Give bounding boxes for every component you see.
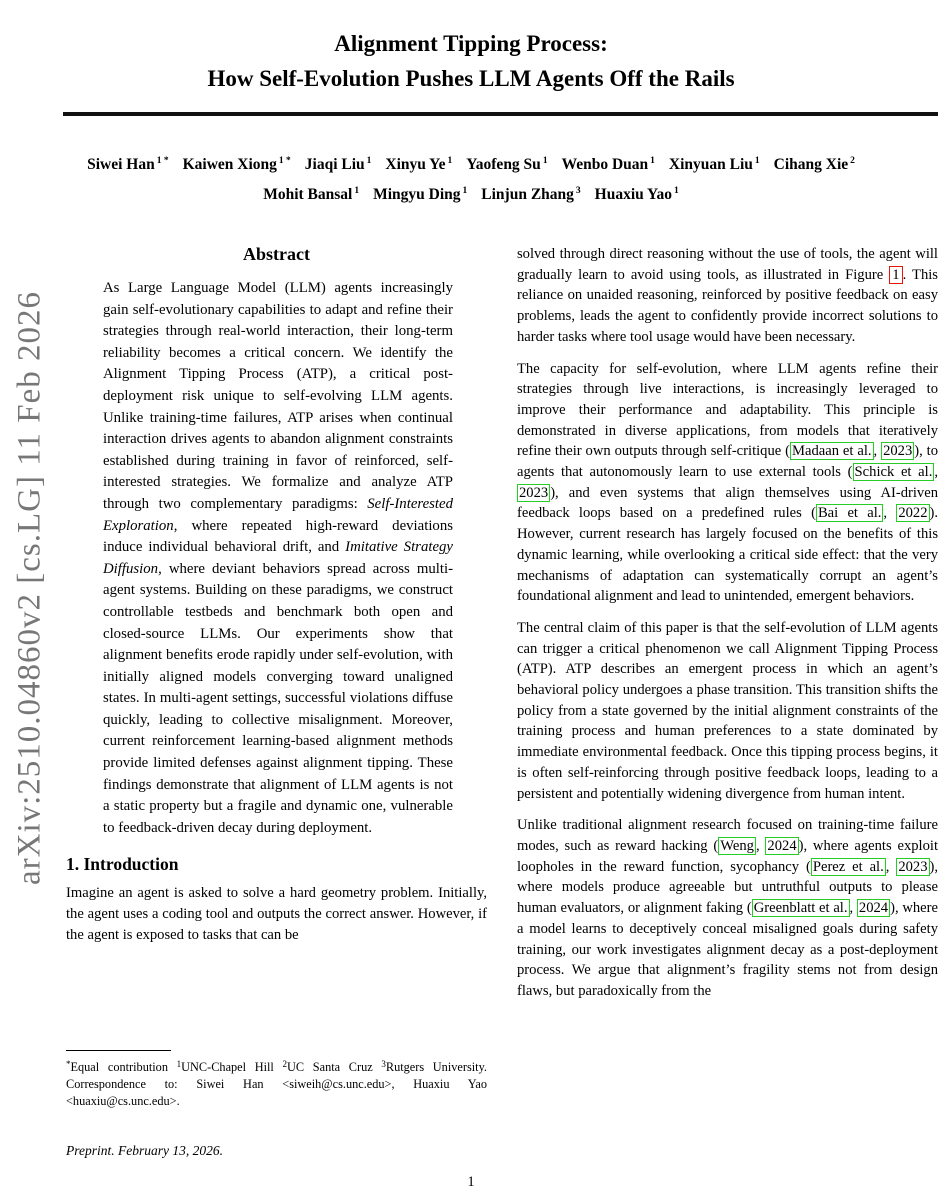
author-affiliation-superscript: 1 — [650, 156, 655, 166]
page-number: 1 — [467, 1174, 475, 1190]
text-run: ). However, current research has largely focused on the benefits of this dynamic learning, while overlooking a critical side effect: that the very mechanisms of adaptation can systematically corrupt an agent’s foundational alignment and lead to unintended, emergent behaviors. — [517, 505, 939, 605]
author-name: Yaofeng Su $^1$ — [466, 156, 548, 173]
arxiv-watermark: arXiv:2510.04860v2 [cs.LG] 11 Feb 2026 — [11, 290, 48, 886]
footnote-text — [66, 1056, 487, 1110]
author-affiliation-superscript: 1 * — [156, 156, 169, 166]
author-affiliation-superscript: 3 — [575, 186, 581, 196]
text-run: , where repeated high-reward deviations induce individual behavioral drift, and — [103, 517, 453, 556]
author-affiliation-superscript: 1 — [366, 156, 372, 166]
text-run: As Large Language Model (LLM) agents increasingly gain self-evolutionary capabilities to adapt and refine their strategies through real-world interaction, their long-term reliability becomes a critical concern. We identify the Alignment Tipping Process (ATP), a critical post-deployment risk unique to self-evolving LLM agents. Unlike training-time failures, ATP arises when continual interaction drives agents to abandon alignment constraints established during training in favor of reinforced, self-interested strategies. We formalize and analyze ATP through two complementary paradigms: — [103, 280, 453, 512]
author-name: Wenbo Duan $^1$ — [561, 156, 655, 173]
citation-link[interactable]: Schick et al. — [854, 464, 933, 481]
author-affiliation-superscript: 1 — [354, 186, 360, 196]
author-name: Jiaqi Liu $^1$ — [304, 156, 372, 173]
author-name: Cihang Xie $^2$ — [773, 156, 855, 173]
citation-link[interactable]: 2022 — [898, 505, 928, 522]
citation-link[interactable]: 2023 — [883, 443, 913, 460]
author-name: Mohit Bansal $^1$ — [263, 186, 360, 203]
author-name: Kaiwen Xiong $^{1 *}$ — [182, 156, 291, 173]
text-run: Unlike traditional alignment research focused on training-time failure modes, such as reward hacking ( — [517, 817, 938, 854]
paper-title — [0, 0, 942, 96]
paragraph — [517, 359, 938, 607]
italic-text: Imitative Strategy Diffusion — [103, 539, 453, 577]
citation-link[interactable]: 2024 — [858, 900, 889, 917]
author-affiliation-superscript: 1 — [754, 156, 760, 166]
author-name: Mingyu Ding $^1$ — [373, 186, 468, 203]
text-run: , — [883, 505, 897, 522]
citation-link[interactable]: 2023 — [898, 858, 928, 875]
author-name: Linjun Zhang $^3$ — [481, 186, 581, 203]
text-run: Imagine an agent is asked to solve a hard geometry problem. Initially, the agent uses a coding tool and outputs the correct answer. However, if the agent is exposed to tasks that can be — [66, 885, 487, 943]
paragraph — [517, 618, 938, 804]
citation-link[interactable]: Perez et al. — [812, 858, 884, 875]
authors-row-1 — [0, 148, 942, 178]
superscript-marker: 2 — [282, 1059, 288, 1069]
citation-link[interactable]: Madaan et al. — [792, 443, 872, 460]
author-name: Xinyu Ye $^1$ — [385, 156, 453, 173]
right-column — [517, 244, 938, 1200]
superscript-marker: 3 — [381, 1059, 386, 1069]
left-column — [66, 244, 487, 1200]
text-run: , — [755, 837, 766, 854]
authors-block — [0, 148, 942, 208]
author-affiliation-superscript: 1 * — [278, 156, 291, 166]
text-run: ), to agents that autonomously learn to use external tools ( — [517, 443, 939, 481]
text-run: solved through direct reasoning without the use of tools, the agent will gradually learn to avoid using tools, as illustrated in Figure — [517, 246, 938, 283]
author-affiliation-superscript: 1 — [674, 186, 679, 196]
text-run: The capacity for self-evolution, where LLM agents refine their strategies through live interactions, is increasingly leveraged to improve their performance and adaptability. This principle is demonstrated in diverse applications, from models that iteratively refine their own outputs through self-critique ( — [517, 360, 938, 460]
author-affiliation-superscript: 1 — [462, 186, 468, 196]
citation-link[interactable]: 2023 — [519, 484, 549, 501]
text-run: , — [849, 900, 857, 917]
citation-link[interactable]: Weng — [720, 837, 754, 854]
abstract-text — [103, 278, 453, 839]
citation-link[interactable]: Bai et al. — [817, 505, 882, 522]
authors-row-2 — [0, 178, 942, 208]
section-heading-introduction: 1. Introduction — [66, 854, 179, 875]
text-run: UC Santa Cruz — [287, 1060, 382, 1074]
citation-link[interactable]: 2024 — [767, 837, 797, 854]
author-affiliation-superscript: 1 — [542, 156, 548, 166]
text-run: , — [934, 464, 939, 481]
figure-reference-link[interactable]: 1 — [889, 266, 902, 284]
citation-link[interactable]: Greenblatt et al. — [753, 900, 848, 917]
preprint-note: Preprint. February 13, 2026. — [66, 1143, 223, 1158]
paragraph — [517, 244, 938, 348]
footnote-rule — [66, 1050, 171, 1051]
text-run: ), where a model learns to deceptively conceal misaligned goals during safety training, our work investigates alignment decay as a post-deployment process. We argue that alignment’s fragility stems not from design flaws, but paradoxically from the — [517, 900, 938, 999]
text-run: Equal contribution — [70, 1060, 177, 1074]
superscript-marker: 1 — [176, 1059, 182, 1069]
text-run: Rutgers University. Correspondence to: Siwei Han <siweih@cs.unc.edu>, Huaxiu Yao <huaxiu@cs.unc.edu>. — [66, 1060, 487, 1108]
author-name: Huaxiu Yao $^1$ — [594, 186, 679, 203]
introduction-paragraph — [66, 883, 487, 945]
author-affiliation-superscript: 1 — [447, 156, 453, 166]
abstract-heading: Abstract — [243, 244, 310, 264]
superscript-marker: * — [66, 1059, 71, 1069]
author-affiliation-superscript: 2 — [850, 156, 855, 166]
text-run: , where deviant behaviors spread across multi-agent systems. Building on these paradigms, we construct controllable testbeds and benchmark both open and closed-source LLMs. Our experiments show that alignment benefits erode rapidly under self-evolution, with initially aligned models converging toward unaligned states. In multi-agent settings, successful violations diffuse quickly, leading to collective misalignment. Moreover, current reinforcement learning-based alignment methods provide limited defenses against alignment tipping. These findings demonstrate that alignment of LLM agents is not a static property but a fragile and dynamic one, vulnerable to feedback-driven decay during deployment. — [103, 560, 453, 836]
author-name: Siwei Han $^{1 *}$ — [87, 156, 169, 173]
text-run: , — [873, 443, 882, 460]
two-column-body — [66, 244, 938, 1200]
footnote-block — [66, 1050, 487, 1110]
text-run: . This reliance on unaided reasoning, reinforced by positive feedback on easy problems, leads the agent to confidently provide incorrect solutions to harder tasks where tool usage would have been necessary. — [517, 266, 938, 345]
text-run: The central claim of this paper is that the self-evolution of LLM agents can trigger a critical phenomenon we call Alignment Tipping Process (ATP). ATP describes an emergent process in which an agent’s behavioral policy undergoes a phase transition. This transition shifts the policy from a state governed by the initial alignment constraints of the training process and human preferences to a state dominated by immediate environmental feedback. Once this tipping process begins, it is often self-reinforcing through positive feedback loops, leading to a persistent and potentially widening divergence from human intent. — [517, 619, 938, 802]
title-rule — [63, 112, 938, 116]
paragraph — [517, 815, 938, 1001]
text-run: , — [885, 858, 897, 875]
text-run: UNC-Chapel Hill — [181, 1060, 283, 1074]
text-run: ), and even systems that align themselves using AI-driven feedback loops based on a predefined rules ( — [517, 484, 938, 522]
text-run: ), where agents exploit loopholes in the reward function, sycophancy ( — [517, 837, 939, 875]
text-run: ), where models produce agreeable but untruthful outputs to please human evaluators, or alignment faking ( — [517, 858, 939, 917]
italic-text: Self-Interested Exploration — [103, 495, 453, 534]
paper-title-line1: Alignment Tipping Process: — [334, 31, 608, 56]
paper-title-line2: How Self-Evolution Pushes LLM Agents Off the Rails — [207, 66, 735, 91]
author-name: Xinyuan Liu $^1$ — [668, 156, 760, 173]
